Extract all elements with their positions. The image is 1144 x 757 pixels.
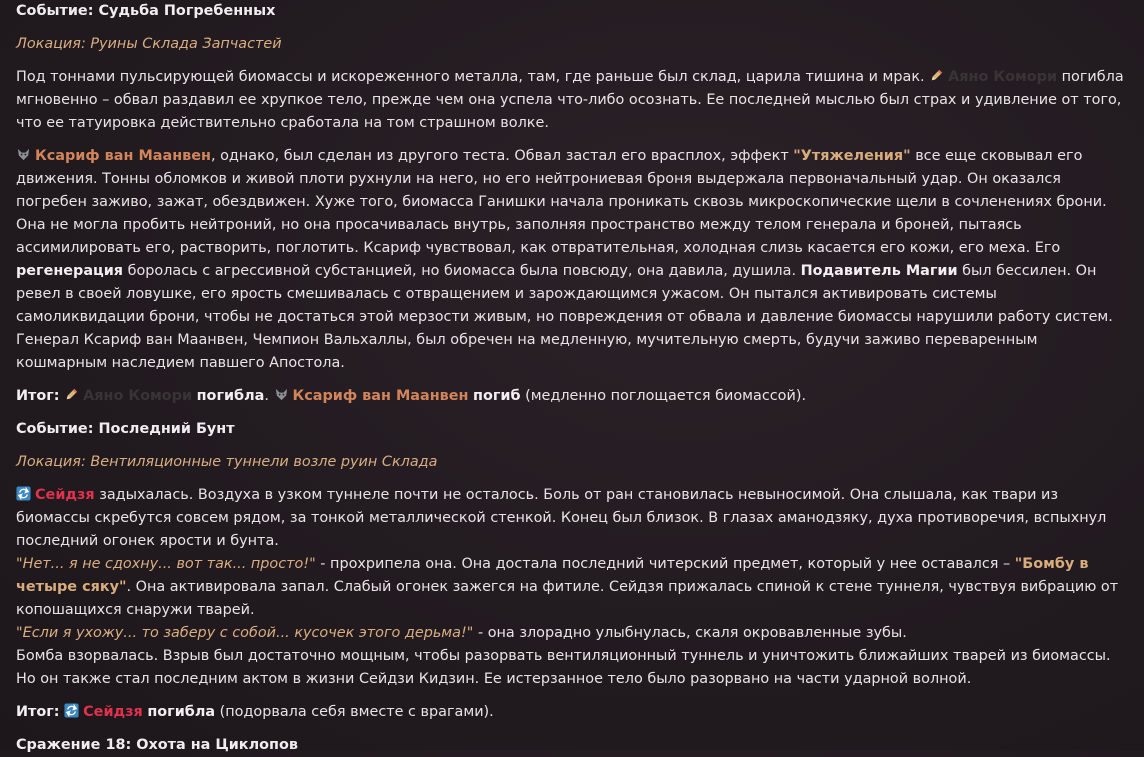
pencil-icon (929, 68, 944, 83)
wolf-icon (16, 147, 31, 162)
story-paragraph: Бомба взорвалась. Взрыв был достаточно мощным, чтобы разорвать вентиляционный туннель и уничтожить ближайших тварей из биомассы. Но он также стал последним актом в жизни Сейдзи Кидзин. Ее истерзанное тело было разорвано на части ударной волной. (16, 648, 1111, 687)
paragraph-text: погибла мгновенно – обвал раздавил ее хрупкое тело, прежде чем она успела что-либо осознать. Ее последней мыслью был страх и удивление от того, что ее татуировка действительно сработала на том страшном волке. (16, 69, 1124, 131)
event-title: Событие: Судьба Погребенных (16, 3, 276, 19)
event-title: Событие: Последний Бунт (16, 421, 235, 437)
story-paragraph (16, 622, 1126, 645)
swap-icon (16, 486, 31, 501)
result-line (16, 385, 1126, 408)
paragraph-text: был бессилен. Он ревел в своей ловушке, его ярость смешивалась с отвращением и зарождающимся ужасом. Он пытался активировать системы самоликвидации брони, чтобы не достаться этой мерзости живым, но повреждения от обвала и давление биомассы нарушили работу систем. Генерал Ксариф ван Маанвен, Чемпион Вальхаллы, был обречен на медленную, мучительную смерть, будучи заживо переваренным кошмарным наследием павшего Апостола. (16, 263, 1113, 371)
character-name[interactable]: Аяно Комори (948, 69, 1058, 85)
character-name[interactable]: Ксариф ван Маанвен (35, 148, 211, 164)
story-paragraph (16, 553, 1126, 622)
paragraph-text: все еще сковывал его движения. Тонны обломков и живой плоти рухнули на него, но его нейтрониевая броня выдержала первоначальный удар. Он оказался погребен заживо, зажат, обездвижен. Хуже того, биомасса Ганишки начала проникать сквозь микроскопические щели в сочленениях брони. Она не могла пробить нейтроний, но она просачивалась внутрь, заполняя пространство между телом генерала и броней, пытаясь ассимилировать его, растворить, поглотить. Ксариф чувствовал, как отвратительная, холодная слизь касается его кожи, его меха. Его (16, 148, 1107, 256)
result-tail: (подорвала себя вместе с врагами). (215, 704, 494, 720)
result-verb: погибла (196, 388, 265, 404)
paragraph-text: , однако, был сделан из другого теста. Обвал застал его врасплох, эффект (210, 148, 794, 164)
effect-name: "Утяжеления" (793, 148, 911, 164)
result-line (16, 701, 1126, 724)
result-label: Итог: (16, 388, 60, 404)
character-name[interactable]: Сейдзя (35, 487, 95, 503)
pencil-icon (64, 387, 79, 402)
result-tail: (медленно поглощается биомассой). (520, 388, 807, 404)
event-location: Локация: Вентиляционные туннели возле руин Склада (16, 454, 438, 470)
story-paragraph (16, 145, 1126, 375)
result-verb: погиб (473, 388, 521, 404)
item-name: "Бомбу в четыре сяку" (16, 556, 1089, 595)
result-label: Итог: (16, 704, 60, 720)
wolf-icon (274, 387, 289, 402)
paragraph-text: - прохрипела она. Она достала последний читерский предмет, который у нее оставался – (315, 556, 1015, 572)
emphasis-text: регенерация (16, 263, 124, 279)
paragraph-text: боролась с агрессивной субстанцией, но биомасса была повсюду, она давила, душила. (123, 263, 801, 279)
character-name[interactable]: Сейдзя (83, 704, 143, 720)
swap-icon (64, 703, 79, 718)
result-verb: погибла (147, 704, 216, 720)
character-name[interactable]: Аяно Комори (83, 388, 193, 404)
story-paragraph (16, 66, 1126, 135)
paragraph-text: . Она активировала запал. Слабый огонек зажегся на фитиле. Сейдзя прижалась спиной к стене туннеля, чувствуя вибрацию от копошащихся снаружи тварей. (16, 579, 1119, 618)
story-paragraph (16, 484, 1126, 553)
event-location: Локация: Руины Склада Запчастей (16, 36, 282, 52)
event-title: Сражение 18: Охота на Циклопов (16, 737, 298, 753)
chat-message-body (16, 0, 1126, 757)
paragraph-text: Под тоннами пульсирующей биомассы и искореженного металла, там, где раньше был склад, царила тишина и мрак. (16, 69, 930, 85)
separator: . (264, 388, 269, 404)
character-name[interactable]: Ксариф ван Маанвен (292, 388, 469, 404)
quote-text: "Если я ухожу... то заберу с собой... кусочек этого дерьма!" (16, 625, 474, 641)
paragraph-text: задыхалась. Воздуха в узком туннеле почти не осталось. Боль от ран становилась невыносимой. Она слышала, как твари из биомассы скребутся совсем рядом, за тонкой металлической стенкой. Конец был близок. В глазах аманодзяку, духа противоречия, вспыхнул последний огонек ярости и бунта. (16, 487, 1107, 549)
emphasis-text: Подавитель Магии (800, 263, 958, 279)
paragraph-text: - она злорадно улыбнулась, скаля окровавленные зубы. (473, 625, 907, 641)
quote-text: "Нет... я не сдохну... вот так... просто!" (16, 556, 316, 572)
